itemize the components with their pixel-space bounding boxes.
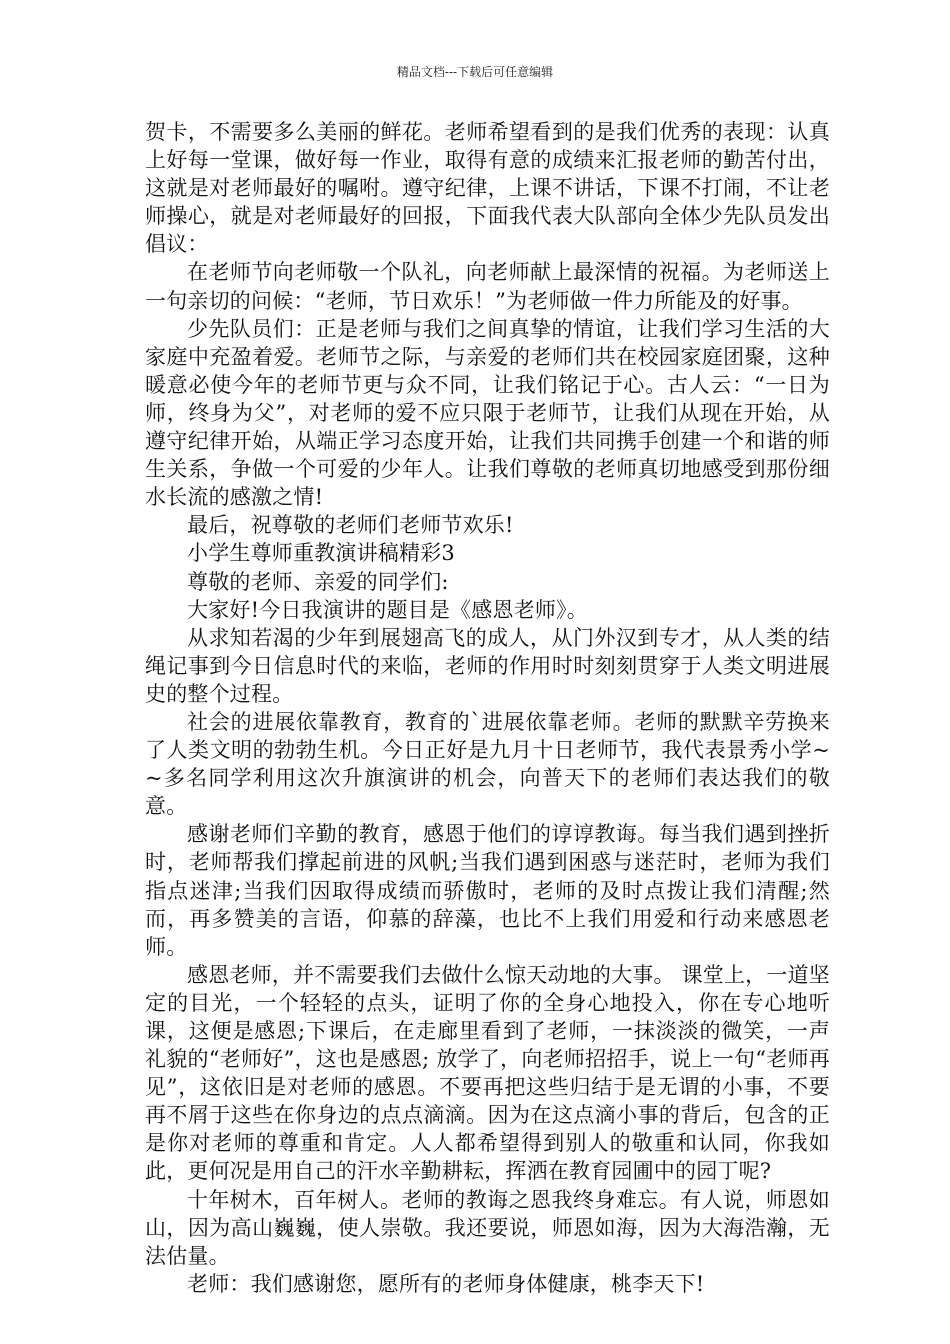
salutation: 尊敬的老师、亲爱的同学们: [187,569,449,594]
paragraph-3: 少先队员们：正是老师与我们之间真挚的情谊，让我们学习生活的大家庭中充盈着爱。老师节之际，与亲爱的老师们共在校园家庭团聚，这种暖意必使今年的老师节更与众不同，让我们铭记于心。古人云：“一日为师，终身为父”，对老师的爱不应只限于老师节，让我们从现在开始，从遵守纪律开始，从端正学习态度开始，让我们共同携手创建一个和谐的师生关系，争做一个可爱的少年人。让我们尊敬的老师真切地感受到那份细水长流的感激之情! [145,316,830,510]
section-title: 小学生尊师重教演讲稿精彩3 [187,541,455,566]
paragraph-closing: 老师：我们感谢您，愿所有的老师身体健康，桃李天下! [187,1271,705,1296]
paragraph-greeting: 大家好!今日我演讲的题目是《感恩老师》。 [187,597,588,622]
paragraph-5: 从求知若渴的少年到展翅高飞的成人，从门外汉到专才，从人类的结绳记事到今日信息时代的来临，老师的作用时时刻刻贯穿于人类文明进展史的整个过程。 [145,625,830,706]
page-header: 精品文档---下载后可任意编辑 [396,65,554,79]
paragraph-4: 最后，祝尊敬的老师们老师节欢乐! [187,513,514,538]
paragraph-2: 在老师节向老师敬一个队礼，向老师献上最深情的祝福。为老师送上一句亲切的问候：“老师，节日欢乐！”为老师做一件力所能及的好事。 [145,260,830,313]
paragraph-9: 十年树木，百年树人。老师的教诲之恩我终身难忘。有人说，师恩如山，因为高山巍巍，使人崇敬。我还要说，师恩如海，因为大海浩瀚，无法估量。 [145,1187,830,1268]
paragraph-8: 感恩老师，并不需要我们去做什么惊天动地的大事。 课堂上，一道坚定的目光，一个轻轻的点头，证明了你的全身心地投入，你在专心地听课，这便是感恩;下课后，在走廊里看到了老师，一抹淡淡的微笑，一声礼貌的“老师好”，这也是感恩; 放学了，向老师招招手，说上一句“老师再见”，这依旧是对老师的感恩。不要再把这些归结于是无谓的小事，不要再不屑于这些在你身边的点点滴滴。因为在这点滴小事的背后，包含的正是你对老师的尊重和肯定。人人都希望得到别人的敬重和认同，你我如此，更何况是用自己的汗水辛勤耕耘，挥洒在教育园圃中的园丁呢? [145,962,830,1184]
document-body [145,118,830,1298]
paragraph-7: 感谢老师们辛勤的教育，感恩于他们的谆谆教诲。每当我们遇到挫折时，老师帮我们撑起前进的风帆;当我们遇到困惑与迷茫时，老师为我们指点迷津;当我们因取得成绩而骄傲时，老师的及时点拨让我们清醒;然而，再多赞美的言语，仰慕的辞藻，也比不上我们用爱和行动来感恩老师。 [145,822,830,959]
paragraph-1: 贺卡，不需要多么美丽的鲜花。老师希望看到的是我们优秀的表现：认真上好每一堂课，做好每一作业，取得有意的成绩来汇报老师的勤苦付出，这就是对老师最好的嘱咐。遵守纪律，上课不讲话，下课不打闹，不让老师操心，就是对老师最好的回报，下面我代表大队部向全体少先队员发出倡议： [145,120,830,257]
paragraph-6: 社会的进展依靠教育，教育的`进展依靠老师。老师的默默辛劳换来了人类文明的勃勃生机。今日正好是九月十日老师节，我代表景秀小学~~多名同学利用这次升旗演讲的机会，向普天下的老师们表达我们的敬意。 [145,709,830,819]
